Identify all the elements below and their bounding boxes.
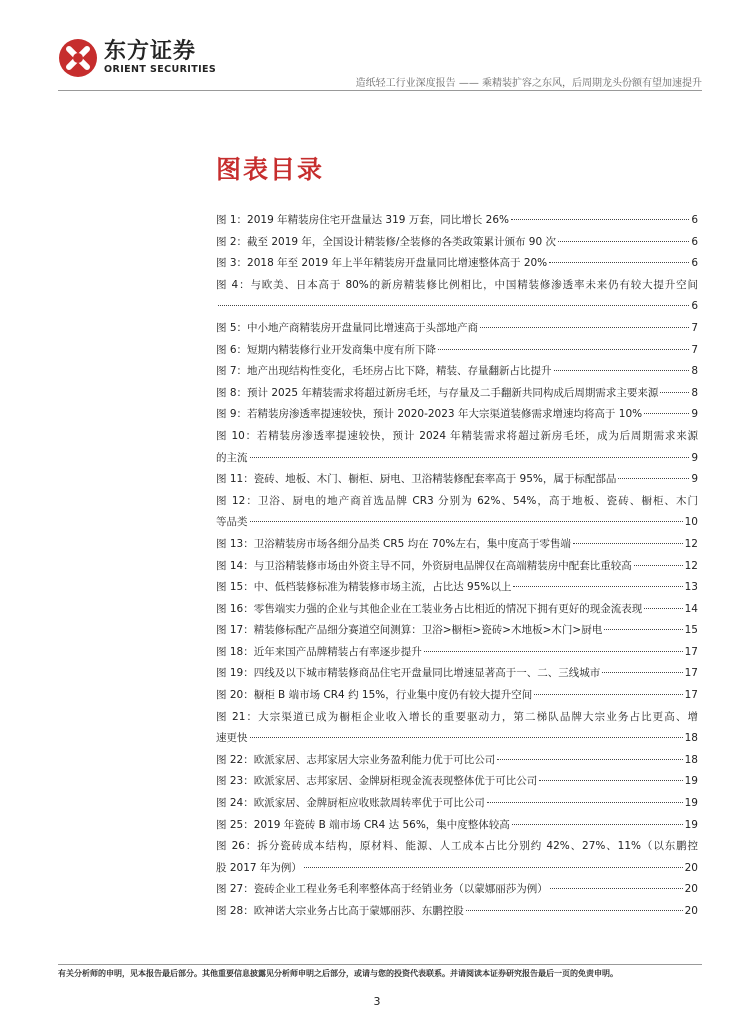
toc-entry-leader bbox=[573, 543, 683, 544]
toc-entry-leader bbox=[487, 802, 683, 803]
toc-entry-text: 零售端实力强的企业与其他企业在工装业务占比相近的情况下拥有更好的现金流表现 bbox=[253, 602, 643, 615]
toc-entry[interactable] bbox=[216, 404, 698, 426]
brand-name-cn: 东方证券 bbox=[104, 39, 197, 64]
toc-entry-page: 9 bbox=[691, 473, 698, 486]
figure-table-of-contents bbox=[216, 210, 698, 923]
toc-entry-label: 图 2： bbox=[216, 235, 248, 248]
toc-entry-page: 6 bbox=[691, 257, 698, 270]
toc-entry-text: 瓷砖企业工程业务毛利率整体高于经销业务（以蒙娜丽莎为例） bbox=[253, 883, 548, 896]
toc-entry-text: 近年来国产品牌精装占有率逐步提升 bbox=[253, 645, 422, 658]
toc-entry-text: 瓷砖、地板、木门、橱柜、厨电、卫浴精装修配套率高于 95%，属于标配部品 bbox=[253, 473, 617, 486]
toc-entry-text: 拆分瓷砖成本结构，原材料、能源、人工成本占比分别约 42%、27%、11%（以东鹏控 bbox=[257, 840, 698, 853]
toc-entry-text-continued: 速更快 bbox=[216, 732, 248, 745]
toc-entry-leader bbox=[550, 888, 683, 889]
toc-entry-leader bbox=[466, 910, 683, 911]
toc-entry[interactable] bbox=[216, 469, 698, 491]
toc-entry-page: 7 bbox=[691, 321, 698, 334]
toc-entry-text: 卫浴精装房市场各细分品类 CR5 均在 70%左右，集中度高于零售端 bbox=[253, 537, 571, 550]
toc-entry-label: 图 10： bbox=[216, 429, 257, 442]
toc-entry-leader bbox=[513, 586, 682, 587]
toc-entry-label: 图 19： bbox=[216, 667, 254, 680]
toc-entry[interactable] bbox=[216, 318, 698, 340]
toc-entry[interactable] bbox=[216, 707, 698, 750]
toc-entry-page: 19 bbox=[684, 797, 698, 810]
toc-entry-leader bbox=[660, 392, 689, 393]
toc-entry-text: 中小地产商精装房开盘量同比增速高于头部地产商 bbox=[247, 321, 479, 334]
toc-entry[interactable] bbox=[216, 901, 698, 923]
brand-logo-mark-icon bbox=[58, 38, 98, 78]
toc-entry-text: 与欧美、日本高于 80%的新房精装修比例相比，中国精装修渗透率未来仍有较大提升空间 bbox=[250, 278, 698, 291]
toc-entry-leader bbox=[511, 219, 689, 220]
toc-entry-page: 12 bbox=[684, 537, 698, 550]
toc-entry-page: 10 bbox=[684, 516, 698, 529]
toc-entry-page: 20 bbox=[684, 861, 698, 874]
toc-entry[interactable] bbox=[216, 534, 698, 556]
toc-entry-label: 图 26： bbox=[216, 840, 258, 853]
toc-entry-label: 图 21： bbox=[216, 710, 259, 723]
toc-entry-page: 18 bbox=[684, 753, 698, 766]
footer-disclaimer: 有关分析师的申明，见本报告最后部分。其他重要信息披露见分析师申明之后部分，或请与您的投资代表联系。并请阅读本证券研究报告最后一页的免责申明。 bbox=[58, 969, 618, 978]
toc-entry-page: 19 bbox=[684, 775, 698, 788]
toc-entry-label: 图 8： bbox=[216, 386, 248, 399]
header-separator: —— bbox=[455, 78, 482, 89]
toc-entry-page: 9 bbox=[691, 408, 698, 421]
toc-entry-label: 图 25： bbox=[216, 818, 254, 831]
toc-entry-page: 8 bbox=[691, 386, 698, 399]
toc-entry[interactable] bbox=[216, 210, 698, 232]
toc-entry-label: 图 13： bbox=[216, 537, 254, 550]
toc-entry-label: 图 5： bbox=[216, 321, 248, 334]
toc-entry[interactable] bbox=[216, 426, 698, 469]
toc-entry-text: 若精装房渗透率提速较快，预计 2020-2023 年大宗渠道装修需求增速均将高于 10% bbox=[247, 408, 643, 421]
toc-entry-page: 13 bbox=[684, 581, 698, 594]
toc-entry[interactable] bbox=[216, 793, 698, 815]
toc-entry-text: 2019 年精装房住宅开盘量达 319 万套，同比增长 26% bbox=[247, 214, 509, 226]
toc-entry[interactable] bbox=[216, 491, 698, 534]
toc-entry-page: 6 bbox=[691, 300, 698, 313]
toc-entry-leader bbox=[497, 759, 682, 760]
toc-entry[interactable] bbox=[216, 599, 698, 621]
toc-entry-text: 欧派家居、金牌厨柜应收账款周转率优于可比公司 bbox=[253, 797, 485, 810]
toc-entry-page: 6 bbox=[691, 214, 698, 226]
toc-entry-leader bbox=[618, 478, 689, 479]
report-subtitle: 乘精装扩容之东风，后周期龙头份额有望加速提升 bbox=[482, 78, 702, 89]
toc-entry[interactable] bbox=[216, 361, 698, 383]
toc-entry-leader bbox=[644, 413, 689, 414]
toc-entry-label: 图 1： bbox=[216, 214, 248, 226]
toc-entry-label: 图 6： bbox=[216, 343, 248, 356]
toc-entry[interactable] bbox=[216, 620, 698, 642]
toc-entry-label: 图 20： bbox=[216, 689, 254, 702]
toc-entry-leader bbox=[602, 672, 682, 673]
toc-entry-leader bbox=[250, 457, 690, 458]
toc-entry[interactable] bbox=[216, 383, 698, 405]
toc-entry-page: 20 bbox=[684, 883, 698, 896]
toc-entry-label: 图 12： bbox=[216, 494, 258, 507]
toc-entry[interactable] bbox=[216, 340, 698, 362]
toc-entry-leader bbox=[250, 521, 683, 522]
toc-entry-text: 2018 年至 2019 年上半年精装房开盘量同比增速整体高于 20% bbox=[247, 257, 548, 270]
toc-entry-label: 图 14： bbox=[216, 559, 254, 572]
toc-entry-leader bbox=[438, 349, 689, 350]
toc-entry-text: 短期内精装修行业开发商集中度有所下降 bbox=[247, 343, 437, 356]
toc-entry-text-continued: 的主流 bbox=[216, 451, 248, 464]
toc-entry-leader bbox=[549, 262, 689, 263]
toc-entry-label: 图 7： bbox=[216, 365, 248, 378]
toc-entry[interactable] bbox=[216, 253, 698, 275]
page-number: 3 bbox=[373, 995, 381, 1008]
toc-entry[interactable] bbox=[216, 836, 698, 879]
toc-entry-text-continued: 股 2017 年为例） bbox=[216, 861, 302, 874]
toc-entry-page: 15 bbox=[684, 624, 698, 637]
toc-entry-leader bbox=[539, 780, 682, 781]
toc-entry-text: 卫浴、厨电的地产商首选品牌 CR3 分别为 62%、54%，高于地板、瓷砖、橱柜、木门 bbox=[257, 494, 698, 507]
toc-entry-leader bbox=[558, 241, 689, 242]
report-type: 造纸轻工行业深度报告 bbox=[355, 78, 456, 89]
toc-entry-text: 地产出现结构性变化，毛坯房占比下降，精装、存量翻新占比提升 bbox=[247, 365, 552, 378]
toc-entry[interactable] bbox=[216, 275, 698, 318]
toc-entry[interactable] bbox=[216, 663, 698, 685]
toc-entry-label: 图 22： bbox=[216, 753, 254, 766]
toc-entry-page: 20 bbox=[684, 905, 698, 917]
toc-entry-label: 图 24： bbox=[216, 797, 254, 810]
toc-entry[interactable] bbox=[216, 750, 698, 772]
toc-entry-page: 9 bbox=[691, 451, 698, 464]
toc-entry[interactable] bbox=[216, 771, 698, 793]
toc-entry-text: 欧神诺大宗业务占比高于蒙娜丽莎、东鹏控股 bbox=[253, 905, 464, 917]
toc-entry-leader bbox=[644, 608, 682, 609]
toc-entry-page: 6 bbox=[691, 235, 698, 248]
toc-entry-page: 14 bbox=[684, 602, 698, 615]
toc-entry-text: 预计 2025 年精装需求将超过新房毛坯，与存量及二手翻新共同构成后周期需求主要来源 bbox=[247, 386, 659, 399]
toc-entry-page: 12 bbox=[684, 559, 698, 572]
toc-entry-text: 2019 年瓷砖 B 端市场 CR4 达 56%，集中度整体较高 bbox=[253, 818, 510, 831]
toc-entry-text-continued: 等品类 bbox=[216, 516, 248, 529]
toc-entry-page: 17 bbox=[684, 645, 698, 658]
toc-entry-text: 若精装房渗透率提速较快，预计 2024 年精装需求将超过新房毛坯，成为后周期需求来源 bbox=[256, 429, 698, 442]
toc-entry-page: 17 bbox=[684, 667, 698, 680]
toc-entry-leader bbox=[634, 565, 683, 566]
header-divider bbox=[58, 90, 702, 91]
toc-entry[interactable] bbox=[216, 879, 698, 901]
toc-entry-page: 18 bbox=[684, 732, 698, 745]
toc-entry-leader bbox=[250, 737, 683, 738]
toc-entry-leader bbox=[424, 651, 683, 652]
toc-entry-text: 截至 2019 年，全国设计精装修/全装修的各类政策累计颁布 90 次 bbox=[247, 235, 557, 248]
toc-entry-leader bbox=[604, 629, 682, 630]
toc-entry[interactable] bbox=[216, 642, 698, 664]
toc-entry-leader bbox=[534, 694, 682, 695]
toc-entry-text: 欧派家居、志邦家居大宗业务盈利能力优于可比公司 bbox=[253, 753, 496, 766]
toc-entry[interactable] bbox=[216, 556, 698, 578]
toc-entry[interactable] bbox=[216, 685, 698, 707]
toc-entry[interactable] bbox=[216, 815, 698, 837]
toc-entry-text: 欧派家居、志邦家居、金牌厨柜现金流表现整体优于可比公司 bbox=[253, 775, 538, 788]
toc-entry-label: 图 28： bbox=[216, 905, 254, 917]
toc-entry-leader bbox=[480, 327, 689, 328]
toc-entry-text: 橱柜 B 端市场 CR4 约 15%，行业集中度仍有较大提升空间 bbox=[253, 689, 533, 702]
toc-entry-label: 图 27： bbox=[216, 883, 254, 896]
toc-entry-label: 图 9： bbox=[216, 408, 248, 421]
toc-entry-page: 7 bbox=[691, 343, 698, 356]
toc-entry-label: 图 4： bbox=[216, 278, 251, 291]
toc-entry-page: 8 bbox=[691, 365, 698, 378]
toc-entry-label: 图 3： bbox=[216, 257, 248, 270]
toc-entry-leader bbox=[218, 305, 689, 306]
toc-entry-text: 精装修标配产品细分赛道空间测算：卫浴>橱柜>瓷砖>木地板>木门>厨电 bbox=[253, 624, 603, 637]
toc-entry[interactable] bbox=[216, 232, 698, 254]
page-title: 图表目录 bbox=[216, 155, 325, 184]
toc-entry-label: 图 18： bbox=[216, 645, 254, 658]
toc-entry[interactable] bbox=[216, 577, 698, 599]
toc-entry-text: 大宗渠道已成为橱柜企业收入增长的重要驱动力，第二梯队品牌大宗业务占比更高、增 bbox=[258, 710, 698, 723]
toc-entry-text: 中、低档装修标准为精装修市场主流，占比达 95%以上 bbox=[253, 581, 512, 594]
report-header bbox=[356, 74, 702, 89]
footer-divider bbox=[58, 964, 702, 965]
toc-entry-leader bbox=[304, 867, 683, 868]
toc-entry-text: 与卫浴精装修市场由外资主导不同，外资厨电品牌仅在高端精装房中配套比重较高 bbox=[253, 559, 632, 572]
toc-entry-leader bbox=[512, 824, 683, 825]
brand-name-en: ORIENT SECURITIES bbox=[104, 64, 217, 75]
toc-entry-text: 四线及以下城市精装修商品住宅开盘量同比增速显著高于一、二、三线城市 bbox=[253, 667, 601, 680]
toc-entry-leader bbox=[554, 370, 690, 371]
toc-entry-label: 图 11： bbox=[216, 473, 254, 486]
toc-entry-page: 19 bbox=[684, 818, 698, 831]
brand-logo bbox=[58, 38, 216, 78]
toc-entry-label: 图 16： bbox=[216, 602, 254, 615]
toc-entry-page: 17 bbox=[684, 689, 698, 702]
toc-entry-label: 图 23： bbox=[216, 775, 254, 788]
toc-entry-label: 图 15： bbox=[216, 581, 254, 594]
toc-entry-label: 图 17： bbox=[216, 624, 254, 637]
